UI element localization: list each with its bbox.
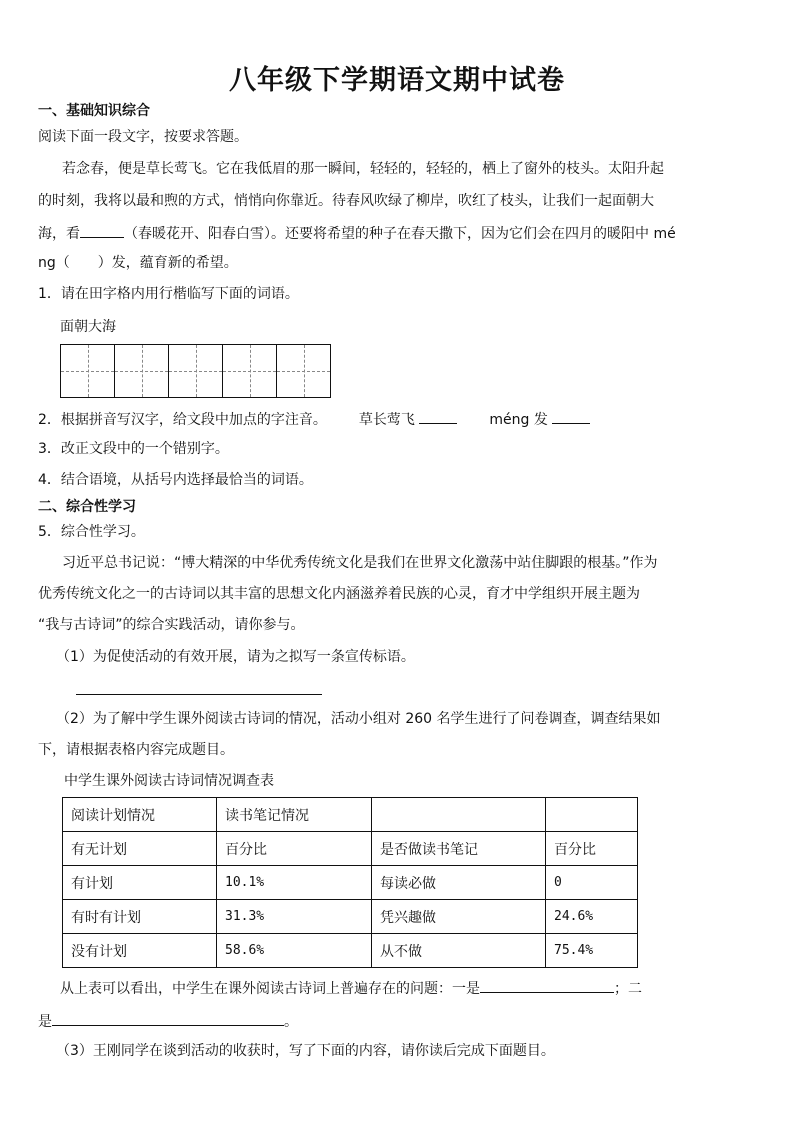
exam-title: 八年级下学期语文期中试卷 (229, 65, 565, 96)
sub-question-3: （3）王刚同学在谈到活动的收获时，写了下面的内容，请你读后完成下面题目。 (56, 1043, 555, 1059)
question-2-text: 2．根据拼音写汉字，给文段中加点的字注音。 (38, 412, 327, 428)
table-cell: 10.1% (217, 866, 372, 900)
table-row (63, 900, 638, 934)
passage-line-1: 若念春，便是草长莺飞。它在我低眉的那一瞬间，轻轻的，轻轻的，栖上了窗外的枝头。太阳升起 (62, 161, 664, 177)
sub-question-2-line-2: 下，请根据表格内容完成题目。 (38, 742, 234, 758)
answer-line-slogan[interactable] (76, 694, 322, 695)
passage-line-3 (38, 222, 676, 244)
table-cell: 是否做读书笔记 (372, 832, 546, 866)
conclusion-line-2 (38, 1010, 298, 1032)
table-cell: 有计划 (63, 866, 217, 900)
intro-line-3: “我与古诗词”的综合实践活动，请你参与。 (38, 617, 305, 633)
sub-question-2-line-1: （2）为了解中学生课外阅读古诗词的情况，活动小组对 260 名学生进行了问卷调查，调查结果如 (56, 711, 661, 727)
table-row (63, 934, 638, 968)
tianzige-grid[interactable] (60, 344, 331, 398)
table-cell: 百分比 (217, 832, 372, 866)
question-2-word: 草长莺飞 (358, 412, 415, 428)
table-cell: 58.6% (217, 934, 372, 968)
table-cell: 从不做 (372, 934, 546, 968)
section2-heading: 二、综合性学习 (38, 499, 136, 515)
table-cell: 阅读计划情况 (63, 798, 217, 832)
table-caption: 中学生课外阅读古诗词情况调查表 (64, 773, 274, 789)
section1-instruction: 阅读下面一段文字，按要求答题。 (38, 129, 248, 145)
tianzige-cell[interactable] (223, 345, 277, 397)
conclusion-text: 从上表可以看出，中学生在课外阅读古诗词上普遍存在的问题：一是 (60, 981, 480, 997)
table-cell: 凭兴趣做 (372, 900, 546, 934)
table-cell: 每读必做 (372, 866, 546, 900)
table-header-row (63, 832, 638, 866)
answer-blank-character[interactable] (552, 408, 590, 424)
table-cell: 有时有计划 (63, 900, 217, 934)
question-1: 1．请在田字格内用行楷临写下面的词语。 (38, 286, 299, 302)
answer-blank-word-choice[interactable] (80, 222, 124, 238)
tianzige-cell[interactable] (169, 345, 223, 397)
intro-line-2: 优秀传统文化之一的古诗词以其丰富的思想文化内涵滋养着民族的心灵，育才中学组织开展主题为 (38, 586, 640, 602)
question-2 (38, 408, 590, 430)
passage-line-3-end: （春暖花开、阳春白雪）。还要将希望的种子在春天撒下，因为它们会在四月的暖阳中 mé (124, 226, 676, 242)
conclusion-end: 。 (284, 1014, 298, 1030)
table-cell: 有无计划 (63, 832, 217, 866)
passage-line-2: 的时刻，我将以最和煦的方式，悄悄向你靠近。待春风吹绿了柳岸，吹红了枝头，让我们一起面朝大 (38, 193, 654, 209)
question-3: 3．改正文段中的一个错别字。 (38, 441, 229, 457)
section1-heading: 一、基础知识综合 (38, 103, 150, 119)
survey-table (62, 797, 638, 968)
table-cell: 百分比 (546, 832, 638, 866)
conclusion-second: ；二 (614, 981, 642, 997)
tianzige-cell[interactable] (115, 345, 169, 397)
table-cell (372, 798, 546, 832)
question-4: 4．结合语境，从括号内选择最恰当的词语。 (38, 472, 313, 488)
conclusion-line-1 (60, 977, 642, 999)
table-cell: 没有计划 (63, 934, 217, 968)
sub-question-1: （1）为促使活动的有效开展，请为之拟写一条宣传标语。 (56, 649, 415, 665)
answer-blank-pinyin[interactable] (419, 408, 457, 424)
table-cell: 0 (546, 866, 638, 900)
answer-blank-problem-2[interactable] (52, 1010, 284, 1026)
table-row (63, 866, 638, 900)
question-2-pinyin: méng 发 (489, 412, 548, 428)
table-cell: 读书笔记情况 (217, 798, 372, 832)
passage-line-3-start: 海，看 (38, 226, 80, 242)
tianzige-cell[interactable] (277, 345, 330, 397)
tianzige-cell[interactable] (61, 345, 115, 397)
passage-line-4: ng（ ）发，蕴育新的希望。 (38, 255, 238, 271)
table-cell: 31.3% (217, 900, 372, 934)
question-5: 5．综合性学习。 (38, 524, 145, 540)
table-cell (546, 798, 638, 832)
table-header-row (63, 798, 638, 832)
intro-line-1: 习近平总书记说：“博大精深的中华优秀传统文化是我们在世界文化激荡中站住脚跟的根基。”作为 (62, 555, 658, 571)
table-cell: 75.4% (546, 934, 638, 968)
question-1-word: 面朝大海 (60, 319, 116, 335)
conclusion-second-label: 是 (38, 1014, 52, 1030)
table-cell: 24.6% (546, 900, 638, 934)
answer-blank-problem-1[interactable] (480, 977, 614, 993)
